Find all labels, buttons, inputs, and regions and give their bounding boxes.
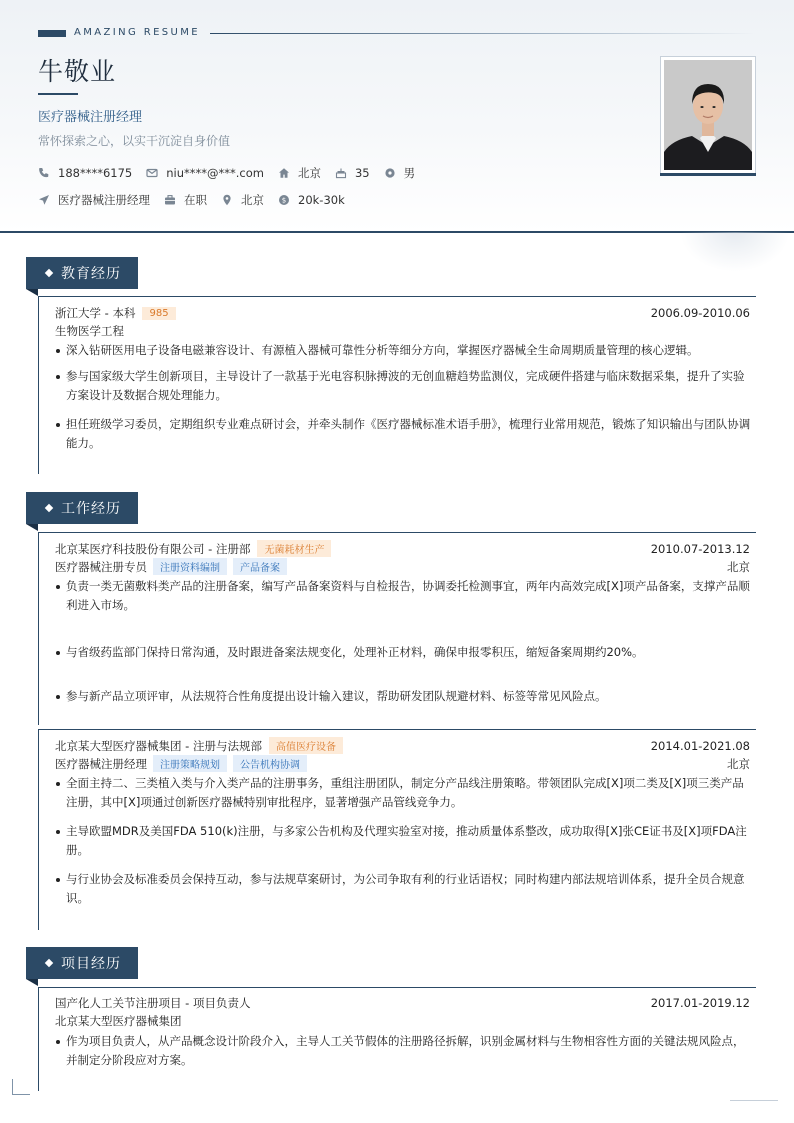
diamond-icon	[45, 959, 53, 967]
education-period: 2006.09-2010.06	[650, 306, 750, 320]
work-bullet: 主导欧盟MDR及美国FDA 510(k)注册，与多家公告机构及代理实验室对接，推动质量体系整改，成功取得[X]张CE证书及[X]项FDA注册。	[55, 822, 751, 860]
section-education-header	[26, 257, 138, 289]
contact-phone	[38, 166, 132, 180]
industry-tag: 高值医疗设备	[269, 737, 343, 754]
contact-row	[38, 165, 429, 181]
job-title: 医疗器械注册经理	[38, 110, 143, 125]
project-org-row	[55, 1013, 750, 1029]
profile-photo	[664, 60, 752, 170]
work-role: 医疗器械注册经理	[55, 756, 147, 771]
money-icon	[278, 194, 290, 206]
contact-age	[335, 166, 370, 180]
work-entry	[38, 532, 756, 725]
project-bullet: 作为项目负责人，从产品概念设计阶段介入，主导人工关节假体的注册路径拆解，识别金属材料与生物相容性方面的关键法规风险点，并制定分阶段应对方案。	[55, 1032, 751, 1070]
work-bullet: 参与新产品立项评审，从法规符合性角度提出设计输入建议，帮助研发团队规避材料、标签等常见风险点。	[55, 687, 751, 706]
education-entry-head	[55, 305, 750, 321]
work-bullet: 全面主持二、三类植入类与介入类产品的注册事务，重组注册团队，制定分产品线注册策略。带领团队完成[X]项二类及[X]项三类产品注册，其中[X]项通过创新医疗器械特别审批程序，显著增强产品管线竞争力。	[55, 774, 751, 812]
skill-tag: 注册资料编制	[153, 558, 227, 575]
work-location: 北京	[727, 559, 750, 574]
brand-text: AMAZING RESUME	[74, 27, 200, 38]
home-icon	[278, 167, 290, 179]
project-name: 国产化人工关节注册项目 - 项目负责人	[55, 996, 251, 1010]
industry-tag: 无菌耗材生产	[257, 540, 331, 557]
education-bullet: 深入钻研医用电子设备电磁兼容设计、有源植入器械可靠性分析等细分方向，掌握医疗器械全生命周期质量管理的核心逻辑。	[55, 341, 751, 360]
section-work-header	[26, 492, 138, 524]
work-role-row	[55, 755, 750, 772]
phone-icon	[38, 167, 50, 179]
education-major: 生物医学工程	[55, 324, 124, 338]
send-icon	[38, 194, 50, 206]
skill-tag: 产品备案	[233, 558, 287, 575]
section-projects-header	[26, 947, 138, 979]
company-name: 北京某医疗科技股份有限公司 - 注册部	[55, 541, 251, 556]
work-bullet: 负责一类无菌敷料类产品的注册备案，编写产品备案资料与自检报告，协调委托检测事宜，两年内高效完成[X]项产品备案，支撑产品顺利进入市场。	[55, 577, 751, 615]
skill-tag: 公告机构协调	[233, 755, 307, 772]
intent-row	[38, 192, 359, 208]
contact-gender	[384, 165, 416, 181]
project-org: 北京某大型医疗器械集团	[55, 1014, 182, 1028]
gender-text: 男	[403, 166, 416, 180]
age-text: 35	[354, 166, 370, 180]
mail-icon	[146, 167, 158, 179]
cake-icon	[335, 167, 347, 179]
work-role-row	[55, 558, 750, 575]
header-divider	[0, 231, 794, 233]
contact-city	[278, 165, 321, 181]
contact-email	[146, 166, 264, 180]
name-underline	[38, 93, 78, 95]
education-bullet: 担任班级学习委员，定期组织专业难点研讨会，并牵头制作《医疗器械标准术语手册》，梳理行业常用规范，锻炼了知识输出与团队协调能力。	[55, 415, 751, 453]
work-period: 2010.07-2013.12	[650, 541, 750, 556]
brand-bar	[38, 30, 66, 37]
brand-line	[210, 33, 755, 34]
section-title: 教育经历	[61, 266, 121, 282]
education-major-row	[55, 323, 750, 339]
section-title: 工作经历	[61, 501, 121, 517]
svg-text:$: $	[281, 196, 287, 205]
company-name: 北京某大型医疗器械集团 - 注册与法规部	[55, 738, 262, 753]
project-period: 2017.01-2019.12	[650, 996, 750, 1010]
work-period: 2014.01-2021.08	[650, 738, 750, 753]
project-entry-head	[55, 995, 750, 1011]
work-entry-head	[55, 737, 750, 754]
gender-icon	[384, 167, 396, 179]
work-bullet: 与省级药监部门保持日常沟通，及时跟进备案法规变化，处理补正材料，确保申报零积压，缩短备案周期约20%。	[55, 643, 751, 662]
email-text: niu****@***.com	[166, 166, 264, 180]
decorative-glow	[680, 232, 790, 272]
education-bullet: 参与国家级大学生创新项目，主导设计了一款基于光电容积脉搏波的无创血糖趋势监测仪，完成硬件搭建与临床数据采集，提升了实验方案设计及数据合规处理能力。	[55, 367, 751, 405]
profile-photo-frame	[660, 56, 756, 174]
position-text: 医疗器械注册经理	[58, 193, 150, 207]
school-name: 浙江大学 - 本科	[55, 306, 136, 320]
diamond-icon	[45, 269, 53, 277]
project-entry	[38, 987, 756, 1091]
footer-line	[730, 1100, 778, 1101]
work-entry-head	[55, 540, 750, 557]
intent-position	[38, 192, 150, 208]
work-entry	[38, 729, 756, 930]
work-location: 北京	[727, 756, 750, 771]
work-role: 医疗器械注册专员	[55, 559, 147, 574]
phone-text: 188****6175	[58, 166, 133, 180]
candidate-name: 牛敬业	[38, 57, 117, 86]
city-text: 北京	[297, 166, 321, 180]
intent-salary	[278, 193, 345, 207]
diamond-icon	[45, 504, 53, 512]
skill-tag: 注册策略规划	[153, 755, 227, 772]
corner-decoration	[12, 1079, 30, 1095]
section-title: 项目经历	[61, 956, 121, 972]
school-tag: 985	[142, 307, 175, 320]
work-bullet: 与行业协会及标准委员会保持互动，参与法规草案研讨，为公司争取有利的行业话语权；同时构建内部法规培训体系，提升全员合规意识。	[55, 870, 751, 908]
location-text: 北京	[241, 193, 264, 207]
status-text: 在职	[184, 193, 207, 207]
education-entry	[38, 296, 756, 474]
motto: 常怀探索之心，以实干沉淀自身价值	[38, 134, 231, 148]
intent-status	[164, 192, 207, 208]
salary-text: 20k-30k	[298, 193, 345, 207]
map-pin-icon	[221, 194, 233, 206]
briefcase-icon	[164, 194, 176, 206]
intent-location	[221, 192, 264, 208]
